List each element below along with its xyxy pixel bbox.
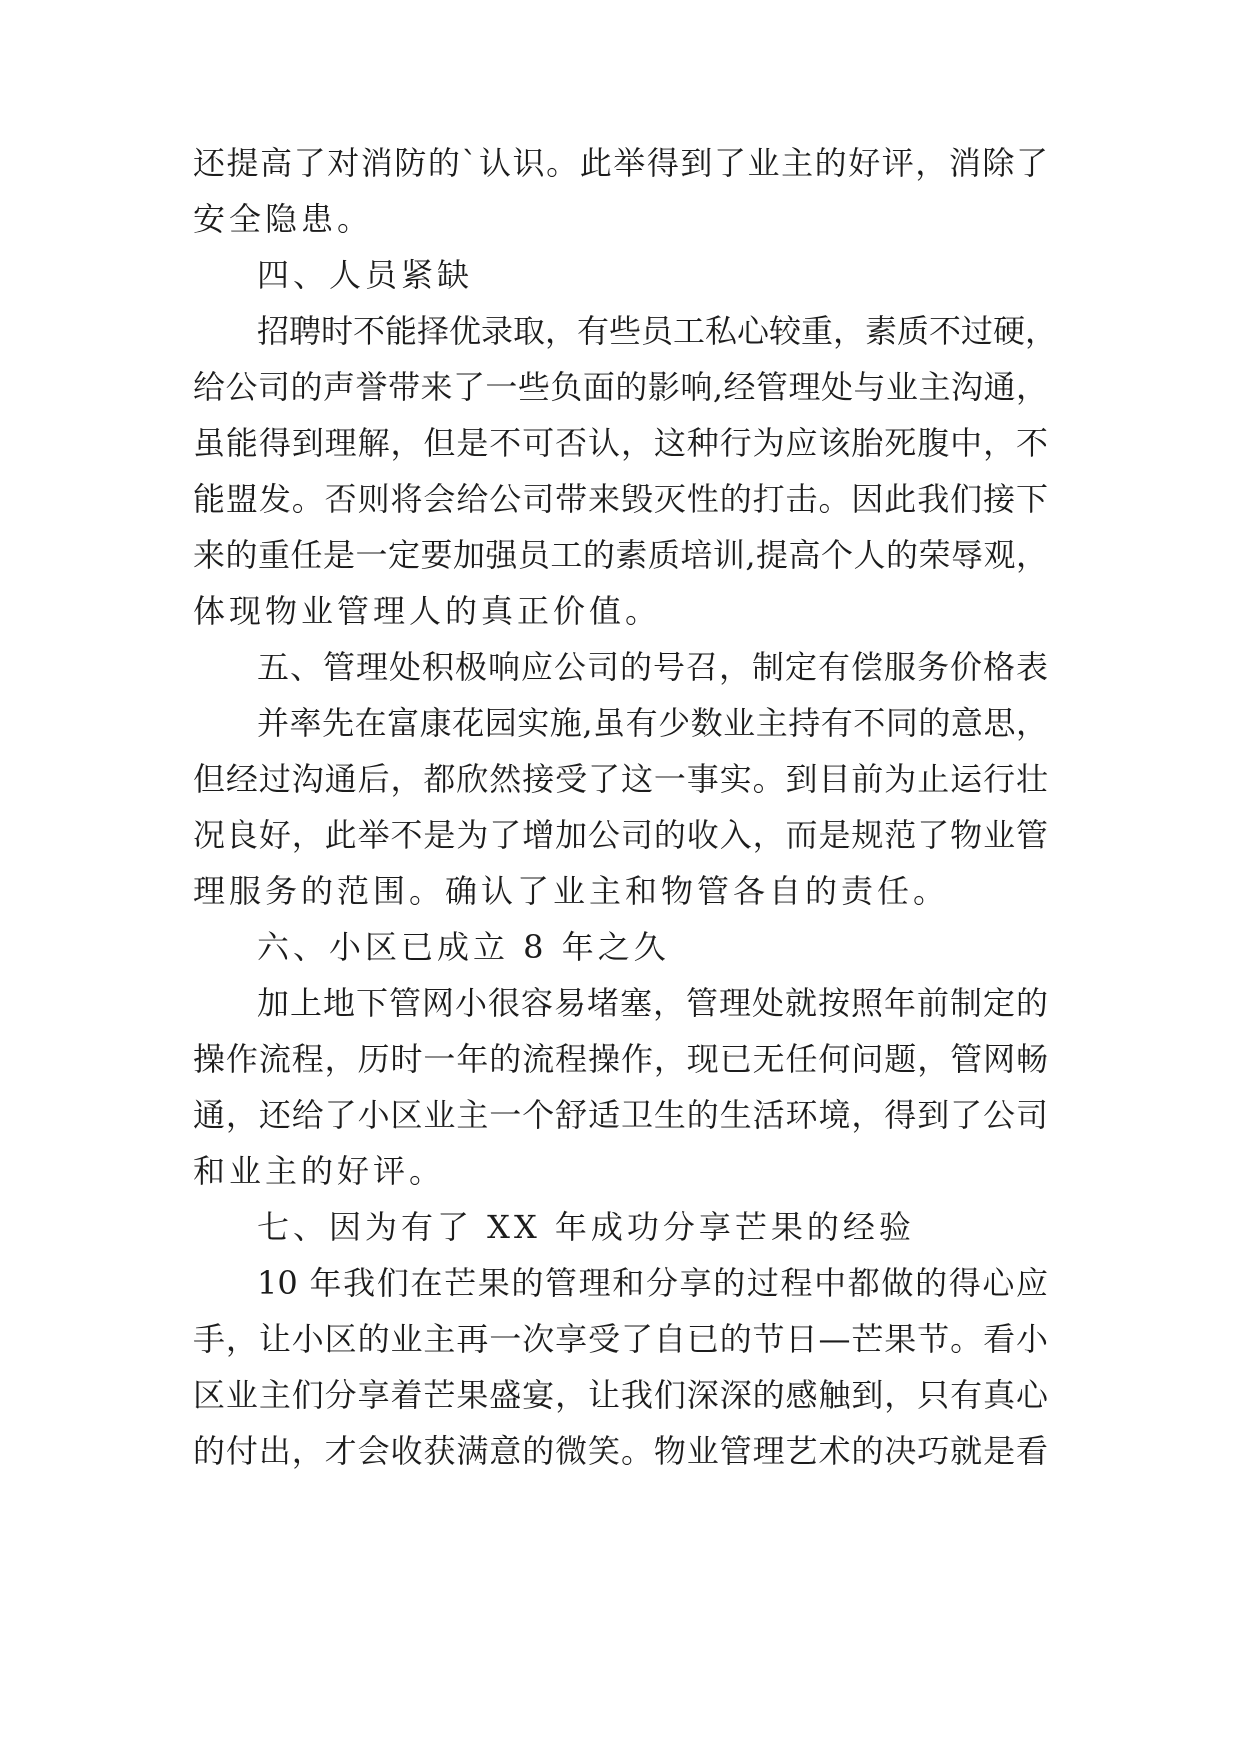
text-line-content: 还提高了对消防的`认识。此举得到了业主的好评，消除了 xyxy=(193,144,1048,182)
text-line xyxy=(0,1149,1241,1193)
section-heading xyxy=(0,925,1241,969)
text-line-content: 10 年我们在芒果的管理和分享的过程中都做的得心应 xyxy=(257,1264,1048,1302)
text-line xyxy=(0,365,1241,409)
text-line-content: 虽能得到理解，但是不可否认，这种行为应该胎死腹中，不 xyxy=(193,424,1048,462)
text-line xyxy=(0,197,1241,241)
text-line xyxy=(0,869,1241,913)
section-heading xyxy=(0,253,1241,297)
text-line xyxy=(0,421,1241,465)
text-line xyxy=(0,309,1241,353)
text-line-content: 区业主们分享着芒果盛宴，让我们深深的感触到，只有真心 xyxy=(193,1376,1048,1414)
text-line xyxy=(0,1037,1241,1081)
text-line xyxy=(0,477,1241,521)
text-line-content: 招聘时不能择优录取，有些员工私心较重，素质不过硬， xyxy=(257,312,1058,350)
section-heading-text: 七、因为有了 XX 年成功分享芒果的经验 xyxy=(257,1208,915,1246)
text-line xyxy=(0,1261,1241,1305)
text-line xyxy=(0,813,1241,857)
text-line-content: 和业主的好评。 xyxy=(193,1152,446,1190)
text-line-content: 但经过沟通后，都欣然接受了这一事实。到目前为止运行壮 xyxy=(193,760,1048,798)
text-line-content: 体现物业管理人的真正价值。 xyxy=(193,592,662,630)
section-heading xyxy=(0,1205,1241,1249)
text-line xyxy=(0,589,1241,633)
text-line-content: 来的重任是一定要加强员工的素质培训,提高个人的荣辱观， xyxy=(193,536,1048,574)
text-line-content: 操作流程，历时一年的流程操作，现已无任何问题，管网畅 xyxy=(193,1040,1048,1078)
text-line-content: 手，让小区的业主再一次享受了自已的节日—芒果节。看小 xyxy=(193,1320,1048,1358)
text-line xyxy=(0,1093,1241,1137)
text-line-content: 加上地下管网小很容易堵塞，管理处就按照年前制定的 xyxy=(257,984,1048,1022)
text-line xyxy=(0,1429,1241,1473)
section-heading-text: 六、小区已成立 8 年之久 xyxy=(257,928,670,966)
text-line-content: 况良好，此举不是为了增加公司的收入，而是规范了物业管 xyxy=(193,816,1048,854)
text-line xyxy=(0,141,1241,185)
text-line xyxy=(0,533,1241,577)
text-line-content: 通，还给了小区业主一个舒适卫生的生活环境，得到了公司 xyxy=(193,1096,1048,1134)
text-line xyxy=(0,981,1241,1025)
text-line xyxy=(0,1373,1241,1417)
text-line-content: 并率先在富康花园实施,虽有少数业主持有不同的意思， xyxy=(257,704,1048,742)
section-heading-text: 四、人员紧缺 xyxy=(257,256,474,294)
text-line-content: 给公司的声誉带来了一些负面的影响,经管理处与业主沟通， xyxy=(193,368,1048,406)
text-line xyxy=(0,701,1241,745)
text-line-content: 理服务的范围。确认了业主和物管各自的责任。 xyxy=(193,872,950,910)
section-heading-text: 五、管理处积极响应公司的号召，制定有偿服务价格表 xyxy=(257,648,1048,686)
text-line-content: 的付出，才会收获满意的微笑。物业管理艺术的决巧就是看 xyxy=(193,1432,1048,1470)
text-line-content: 能盟发。否则将会给公司带来毁灭性的打击。因此我们接下 xyxy=(193,480,1048,518)
section-heading xyxy=(0,645,1241,689)
text-line-content: 安全隐患。 xyxy=(193,200,374,238)
text-line xyxy=(0,1317,1241,1361)
text-line xyxy=(0,757,1241,801)
